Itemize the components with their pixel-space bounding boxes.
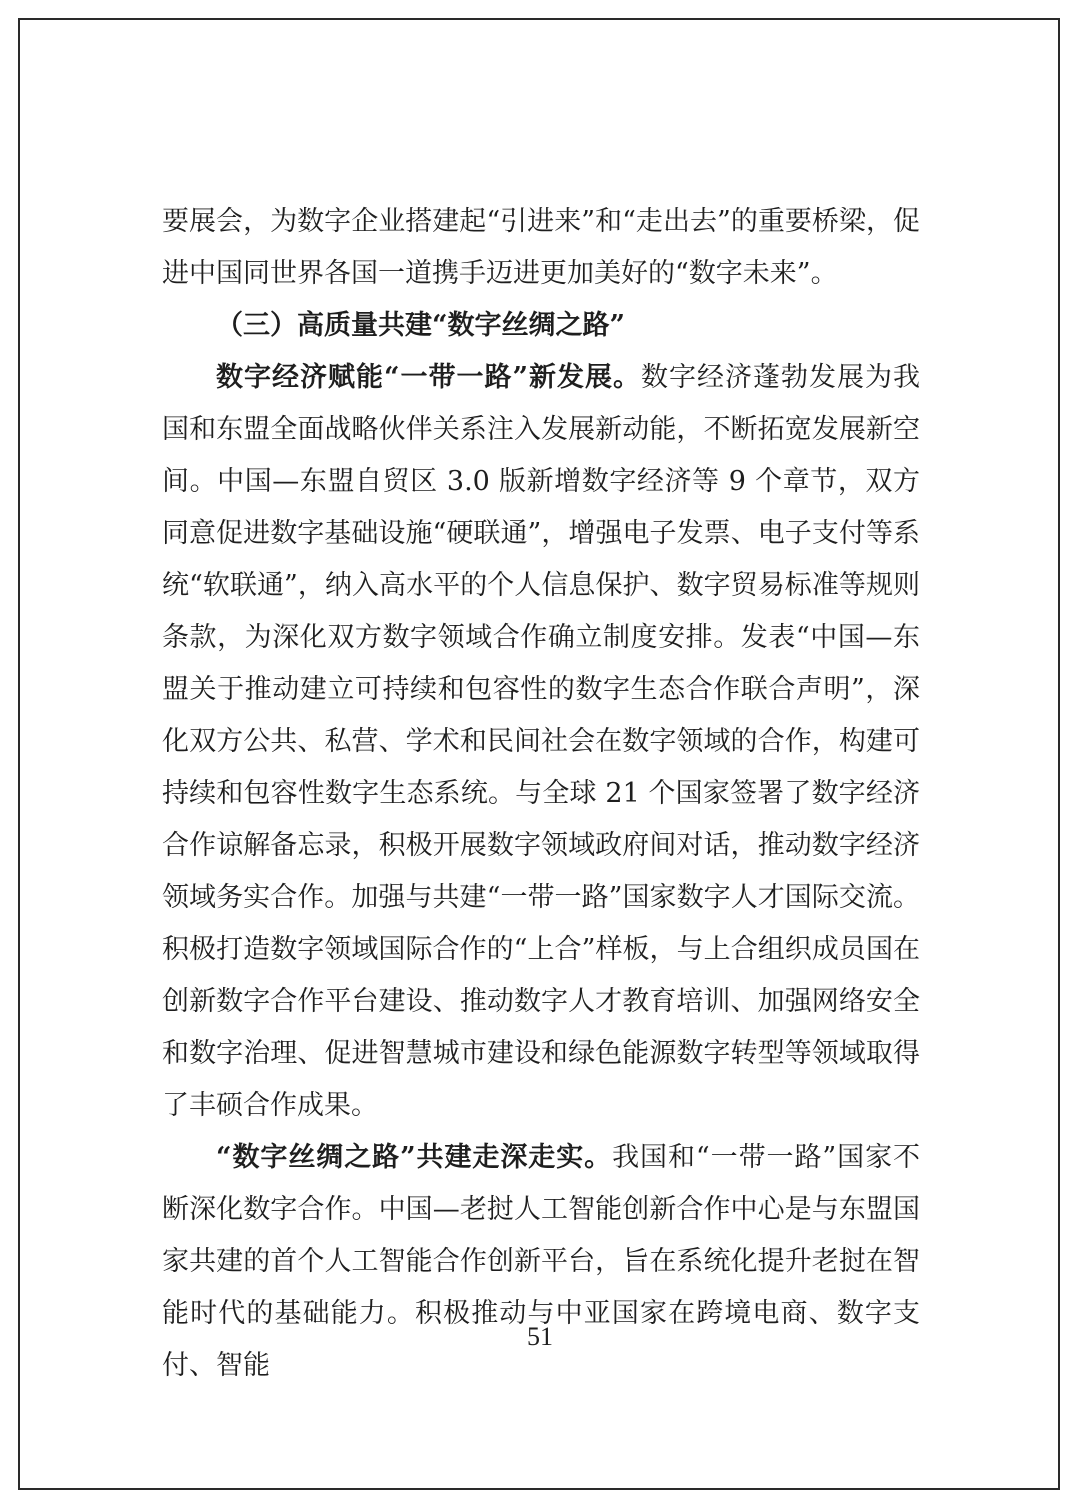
paragraph-digital-economy — [162, 352, 920, 1132]
paragraph-lead: “数字丝绸之路”共建走深走实。 — [216, 1142, 613, 1173]
section-heading: （三）高质量共建“数字丝绸之路” — [216, 310, 626, 341]
document-body — [162, 196, 920, 1392]
paragraph-lead: 数字经济赋能“一带一路”新发展。 — [216, 362, 642, 393]
page-number: 51 — [527, 1322, 553, 1351]
paragraph-body: 数字经济蓬勃发展为我国和东盟全面战略伙伴关系注入发展新动能，不断拓宽发展新空间。中国—东盟自贸区 3.0 版新增数字经济等 9 个章节，双方同意促进数字基础设施“硬联通”，增强电子发票、电子支付等系统“软联通”，纳入高水平的个人信息保护、数字贸易标准等规则条款，为深化双方数字领域合作确立制度安排。发表“中国—东盟关于推动建立可持续和包容性的数字生态合作联合声明”，深化双方公共、私营、学术和民间社会在数字领域的合作，构建可持续和包容性数字生态系统。与全球 21 个国家签署了数字经济合作谅解备忘录，积极开展数字领域政府间对话，推动数字经济领域务实合作。加强与共建“一带一路”国家数字人才国际交流。积极打造数字领域国际合作的“上合”样板，与上合组织成员国在创新数字合作平台建设、推动数字人才教育培训、加强网络安全和数字治理、促进智慧城市建设和绿色能源数字转型等领域取得了丰硕合作成果。 — [162, 362, 921, 1121]
intro-paragraph: 要展会，为数字企业搭建起“引进来”和“走出去”的重要桥梁，促进中国同世界各国一道携手迈进更加美好的“数字未来”。 — [162, 206, 920, 289]
paragraph-digital-silk-road — [162, 1132, 920, 1392]
paragraph-body: 我国和“一带一路”国家不断深化数字合作。中国—老挝人工智能创新合作中心是与东盟国家共建的首个人工智能合作创新平台，旨在系统化提升老挝在智能时代的基础能力。积极推动与中亚国家在跨境电商、数字支付、智能 — [162, 1142, 921, 1381]
